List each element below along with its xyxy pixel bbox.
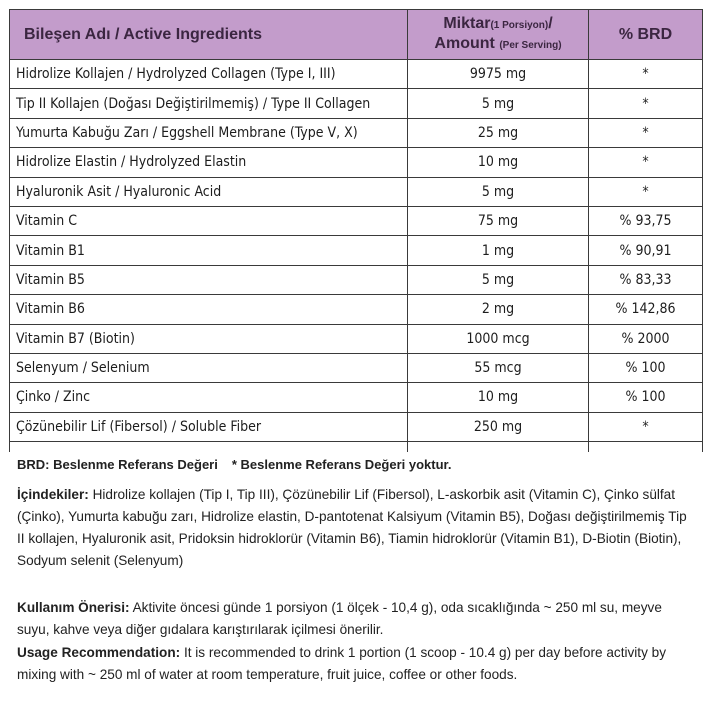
ingredient-name-cell: Vitamin B6	[10, 295, 408, 324]
brd-cell: *	[589, 118, 703, 147]
header-amount-tr: Miktar	[443, 14, 491, 32]
amount-cell: 55 mcg	[408, 353, 589, 382]
table-row	[10, 324, 703, 353]
table-row	[10, 148, 703, 177]
ingredients-paragraph	[17, 484, 697, 572]
ingredients-label: İçindekiler:	[17, 487, 89, 502]
usage-en-label: Usage Recommendation:	[17, 645, 181, 660]
spacer-cell	[10, 442, 408, 452]
ingredients-text: Hidrolize kollajen (Tip I, Tip III), Çözünebilir Lif (Fibersol), L-askorbik asit (Vitamin C), Çinko sülfat (Çinko), Yumurta kabuğu zarı, Hidrolize elastin, D-pantotenat Kalsiyum (Vitamin B5), Doğası değiştirilmemiş Tip II kollajen, Hyaluronik asit, Pridoksin hidroklorür (Vitamin B6), Tiamin hidroklorür (Vitamin B1), D-Biotin (Biotin), Sodyum selenit (Selenyum)	[17, 487, 687, 568]
brd-cell: % 100	[589, 383, 703, 412]
supplement-facts-table	[9, 9, 703, 452]
table-row	[10, 383, 703, 412]
asterisk-definition: * Beslenme Referans Değeri yoktur.	[231, 457, 452, 472]
spacer-cell	[589, 442, 703, 452]
brd-cell: *	[589, 177, 703, 206]
ingredient-name-cell: Hidrolize Elastin / Hydrolyzed Elastin	[10, 148, 408, 177]
brd-cell: % 100	[589, 353, 703, 382]
header-amount-tr-portion: (1 Porsiyon)	[490, 19, 549, 31]
table-body	[10, 60, 703, 452]
amount-cell: 1 mg	[408, 236, 589, 265]
amount-cell: 10 mg	[408, 383, 589, 412]
amount-cell: 75 mg	[408, 206, 589, 235]
amount-cell: 1000 mcg	[408, 324, 589, 353]
brd-cell: *	[589, 89, 703, 118]
ingredient-name-cell: Çözünebilir Lif (Fibersol) / Soluble Fiber	[10, 412, 408, 441]
amount-cell: 5 mg	[408, 89, 589, 118]
table-row	[10, 118, 703, 147]
usage-en-text: It is recommended to drink 1 portion (1 scoop - 10.4 g) per day before activity by mixing with ~ 250 ml of water at room temperature, fruit juice, coffee or other foods.	[17, 645, 667, 682]
brd-cell: % 2000	[589, 324, 703, 353]
table-row	[10, 412, 703, 441]
ingredient-name-cell: Çinko / Zinc	[10, 383, 408, 412]
ingredient-name-cell: Vitamin B1	[10, 236, 408, 265]
amount-cell: 25 mg	[408, 118, 589, 147]
header-amount-en-serving: (Per Serving)	[499, 39, 562, 51]
brd-definition: BRD: Beslenme Referans Değeri	[17, 457, 218, 472]
table-header-row	[10, 10, 703, 60]
ingredient-name-cell: Vitamin B5	[10, 265, 408, 294]
brd-cell: % 93,75	[589, 206, 703, 235]
ingredient-name-cell: Hidrolize Kollajen / Hydrolyzed Collagen (Type I, III)	[10, 60, 408, 89]
brd-cell: % 90,91	[589, 236, 703, 265]
ingredient-name-cell: Hyaluronik Asit / Hyaluronic Acid	[10, 177, 408, 206]
table-row	[10, 89, 703, 118]
table-row	[10, 295, 703, 324]
usage-tr-text: Aktivite öncesi günde 1 porsiyon (1 ölçek - 10,4 g), oda sıcaklığında ~ 250 ml su, meyve suyu, kahve veya diğer gıdalara karıştırılarak içilmesi önerilir.	[17, 600, 662, 637]
ingredient-name-cell: Tip II Kollajen (Doğası Değiştirilmemiş) / Type II Collagen	[10, 89, 408, 118]
table-row	[10, 236, 703, 265]
brd-cell: *	[589, 412, 703, 441]
amount-cell: 2 mg	[408, 295, 589, 324]
header-amount	[408, 10, 589, 60]
spacer-cell	[408, 442, 589, 452]
table-row	[10, 177, 703, 206]
header-ingredient-name: Bileşen Adı / Active Ingredients	[10, 10, 408, 60]
brd-cell: *	[589, 148, 703, 177]
amount-cell: 5 mg	[408, 177, 589, 206]
usage-en-paragraph	[17, 642, 697, 686]
table-row	[10, 353, 703, 382]
reference-note	[17, 457, 452, 472]
header-brd: % BRD	[589, 10, 703, 60]
table-spacer-row	[10, 442, 703, 452]
usage-tr-paragraph	[17, 597, 697, 641]
usage-tr-label: Kullanım Önerisi:	[17, 600, 130, 615]
amount-cell: 10 mg	[408, 148, 589, 177]
ingredient-name-cell: Vitamin C	[10, 206, 408, 235]
ingredient-name-cell: Yumurta Kabuğu Zarı / Eggshell Membrane (Type V, X)	[10, 118, 408, 147]
ingredient-name-cell: Vitamin B7 (Biotin)	[10, 324, 408, 353]
brd-cell: % 83,33	[589, 265, 703, 294]
amount-cell: 250 mg	[408, 412, 589, 441]
header-amount-slash: /	[548, 14, 553, 32]
table-row	[10, 60, 703, 89]
brd-cell: *	[589, 60, 703, 89]
amount-cell: 9975 mg	[408, 60, 589, 89]
amount-cell: 5 mg	[408, 265, 589, 294]
table-row	[10, 206, 703, 235]
ingredient-name-cell: Selenyum / Selenium	[10, 353, 408, 382]
table-row	[10, 265, 703, 294]
header-amount-en: Amount	[434, 34, 495, 52]
brd-cell: % 142,86	[589, 295, 703, 324]
